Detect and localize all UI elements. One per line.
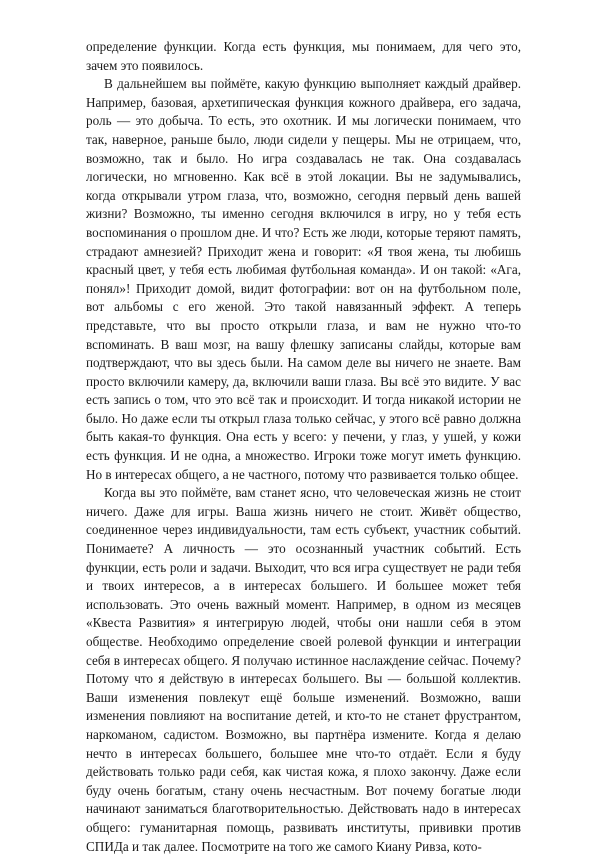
paragraph-3: Когда вы это поймёте, вам станет ясно, что человеческая жизнь не стоит ничего. Даже для игры. Ваша жизнь ничего не стоит. Живёт общество, соединенное через индивидуальности, там есть субъект, участник событий. Понимаете? А личность — это осознанный участник событий. Есть функции, есть роли и задачи. Выходит, что вся игра существует не ради тебя и твоих интересов, а в интересах большего. И большее может тебя использовать. Это очень важный момент. Например, в одном из месяцев «Квеста Развития» я интегрирую людей, чтобы они нашли себя в этом обществе. Необходимо определение своей ролевой функции и интеграции себя в интересах общего. Я получаю истинное наслаждение сейчас. Почему? Потому что я действую в интересах большего. Вы — большой коллектив. Ваши изменения повлекут ещё больше изменений. Возможно, ваши изменения повлияют на воспитание детей, и кто-то не станет фрустрантом, наркоманом, садистом. Возможно, вы партнёра измените. Когда я делаю нечто в интересах большего, большее мне что-то отдаёт. Если я буду действовать только ради себя, как чистая кожа, я плохо закончу. Даже если буду очень богатым, стану очень несчастным. Вот почему богатые люди начинают заниматься благотворительностью. Действовать надо в интересах общего: гуманитарная помощь, развивать институты, прививки против СПИДа и так далее. Посмотрите на того же самого Киану Ривза, кото- <box>86 485 521 854</box>
paragraph-2: В дальнейшем вы поймёте, какую функцию выполняет каждый драйвер. Например, базовая, архетипическая функция кожного драйвера, его задача, роль — это добыча. То есть, это охотник. И мы логически понимаем, что так, наверное, раньше было, люди сидели у пещеры. Мы не отрицаем, что, возможно, так и было. Но игра создавалась не так. Она создавалась логически, но мгновенно. Как всё в этой локации. Вы не задумывались, когда открывали утром глаза, что, возможно, сегодня первый день вашей жизни? Возможно, ты именно сегодня включился в игру, но у тебя есть воспоминания о прошлом дне. И что? Есть же люди, которые теряют память, страдают амнезией? Приходит жена и говорит: «Я твоя жена, ты любишь красный цвет, у тебя есть любимая футбольная команда». И он такой: «Ага, понял»! Приходит домой, видит фотографии: вот он на футбольном поле, вот альбомы с его женой. Это такой навязанный эффект. А теперь представьте, что вы просто открыли глаза, и вам не нужно что-то вспоминать. В ваш мозг, на вашу флешку записаны слайды, которые вам подтверждают, что вы здесь были. На самом деле вы ничего не знаете. Вам просто включили камеру, да, включили ваши глаза. Вы всё это видите. У вас есть запись о том, что это всё так и происходит. И тогда никакой истории не было. Но даже если ты открыл глаза только сейчас, у этого всё равно должна быть какая-то функция. Она есть у всего: у печени, у глаз, у ушей, у кожи есть функция. И не одна, а множество. Игроки тоже могут иметь функцию. Но в интересах общего, а не частного, потому что развивается только общее. <box>86 76 521 482</box>
document-page <box>86 38 521 856</box>
paragraph-1: определение функции. Когда есть функция, мы понимаем, для чего это, зачем это появилось. <box>86 39 521 73</box>
